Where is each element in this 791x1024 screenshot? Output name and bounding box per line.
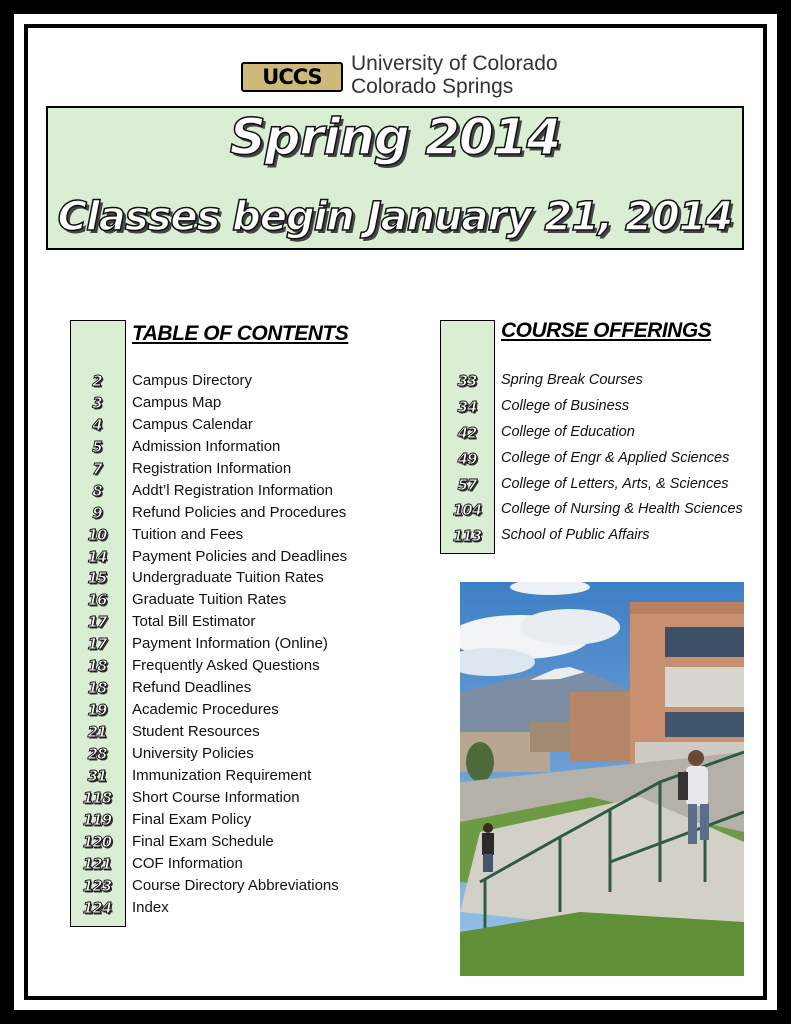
entry-label: Undergraduate Tuition Rates	[132, 569, 324, 587]
entry-label: Academic Procedures	[132, 701, 279, 719]
toc-entry	[70, 459, 410, 481]
page-number: 104	[452, 501, 482, 520]
page-number: 18	[87, 679, 107, 698]
entry-label: Admission Information	[132, 437, 281, 455]
page-number: 8	[92, 481, 102, 500]
university-name-line2: Colorado Springs	[351, 75, 514, 98]
page-number: 120	[82, 832, 112, 851]
page-number: 17	[87, 635, 107, 654]
course-entry	[440, 500, 760, 526]
course-entry	[440, 526, 760, 552]
toc-entry	[70, 700, 410, 722]
toc-entry	[70, 788, 410, 810]
page-number: 28	[87, 744, 107, 763]
toc-entry	[70, 393, 410, 415]
page-number: 31	[87, 766, 107, 785]
toc-entry	[70, 832, 410, 854]
entry-label: Frequently Asked Questions	[132, 657, 320, 675]
toc-entry	[70, 678, 410, 700]
entry-label: Payment Information (Online)	[132, 635, 328, 653]
page-number: 57	[457, 475, 477, 494]
page-subtitle: Classes begin January 21, 2014	[57, 194, 733, 240]
entry-label: College of Engr & Applied Sciences	[501, 449, 730, 466]
course-entry	[440, 371, 760, 397]
entry-label: Refund Policies and Procedures	[132, 503, 347, 521]
toc-entry	[70, 590, 410, 612]
course-entry	[440, 449, 760, 475]
toc-entry	[70, 766, 410, 788]
page-number: 121	[82, 854, 112, 873]
toc-heading: TABLE OF CONTENTS	[132, 322, 349, 345]
page-number: 118	[82, 788, 112, 807]
entry-label: Campus Calendar	[132, 415, 253, 433]
page-number: 17	[87, 613, 107, 632]
toc-entry	[70, 481, 410, 503]
toc-entry	[70, 437, 410, 459]
uccs-logo-mark: UCCS	[241, 62, 343, 92]
entry-label: Payment Policies and Deadlines	[132, 547, 348, 565]
page-number: 119	[82, 810, 112, 829]
toc-entry	[70, 503, 410, 525]
entry-label: Immunization Requirement	[132, 766, 312, 784]
page-number: 9	[92, 503, 102, 522]
page-number: 19	[87, 701, 107, 720]
toc-entry	[70, 415, 410, 437]
page-number: 124	[82, 898, 112, 917]
toc-entry	[70, 876, 410, 898]
campus-photo-illustration	[460, 582, 744, 976]
entry-label: Registration Information	[132, 459, 292, 477]
page-title: Spring 2014	[229, 108, 561, 166]
page-number: 42	[457, 423, 477, 442]
university-name	[351, 52, 581, 98]
toc-entry	[70, 810, 410, 832]
page-number: 10	[87, 525, 107, 544]
toc-entry	[70, 612, 410, 634]
page-number: 4	[92, 415, 102, 434]
toc-entry	[70, 656, 410, 678]
entry-label: Campus Directory	[132, 372, 253, 389]
course-entry	[440, 423, 760, 449]
entry-label: College of Education	[501, 423, 635, 440]
course-entry	[440, 397, 760, 423]
toc-entry	[70, 722, 410, 744]
entry-label: Final Exam Schedule	[132, 832, 274, 850]
entry-label: COF Information	[132, 854, 243, 872]
page-number: 113	[452, 527, 482, 546]
entry-label: Graduate Tuition Rates	[132, 591, 287, 609]
page-number: 14	[87, 547, 107, 566]
page-number: 16	[87, 591, 107, 610]
entry-label: Final Exam Policy	[132, 810, 252, 828]
entry-label: Index	[132, 898, 169, 916]
pedestrian-figure	[482, 823, 494, 872]
page-number: 123	[82, 876, 112, 895]
course-offerings-list	[440, 371, 760, 552]
entry-label: Total Bill Estimator	[132, 613, 256, 631]
entry-label: College of Letters, Arts, & Sciences	[501, 475, 729, 492]
course-entry	[440, 475, 760, 501]
page-number: 18	[87, 657, 107, 676]
catalog-cover-page	[14, 14, 777, 1010]
entry-label: School of Public Affairs	[501, 527, 650, 544]
page-number: 7	[92, 459, 102, 478]
page-number: 21	[87, 723, 107, 741]
course-offerings-heading: COURSE OFFERINGS	[501, 319, 712, 342]
entry-label: Campus Map	[132, 393, 222, 411]
entry-label: University Policies	[132, 744, 254, 762]
page-number: 5	[92, 437, 102, 456]
toc-list	[70, 371, 410, 919]
entry-label: Refund Deadlines	[132, 679, 252, 697]
page-number: 34	[457, 397, 477, 416]
entry-label: Addt’l Registration Information	[132, 481, 333, 499]
toc-entry	[70, 898, 410, 920]
page-number: 33	[457, 372, 477, 390]
toc-entry	[70, 371, 410, 393]
toc-entry	[70, 634, 410, 656]
page-number: 2	[92, 372, 102, 390]
university-name-line1: University of Colorado	[351, 52, 558, 75]
entry-label: College of Nursing & Health Sciences	[501, 501, 743, 518]
page-number: 49	[457, 449, 477, 468]
entry-label: Student Resources	[132, 723, 260, 740]
toc-entry	[70, 854, 410, 876]
entry-label: Spring Break Courses	[501, 372, 643, 388]
toc-entry	[70, 547, 410, 569]
entry-label: College of Business	[501, 397, 630, 414]
toc-entry	[70, 525, 410, 547]
entry-label: Short Course Information	[132, 788, 300, 806]
campus-photo	[460, 582, 744, 976]
toc-entry	[70, 744, 410, 766]
toc-entry	[70, 568, 410, 590]
page-number: 15	[87, 569, 107, 588]
entry-label: Course Directory Abbreviations	[132, 876, 339, 894]
entry-label: Tuition and Fees	[132, 525, 244, 543]
page-number: 3	[92, 393, 102, 412]
title-banner	[46, 106, 744, 250]
